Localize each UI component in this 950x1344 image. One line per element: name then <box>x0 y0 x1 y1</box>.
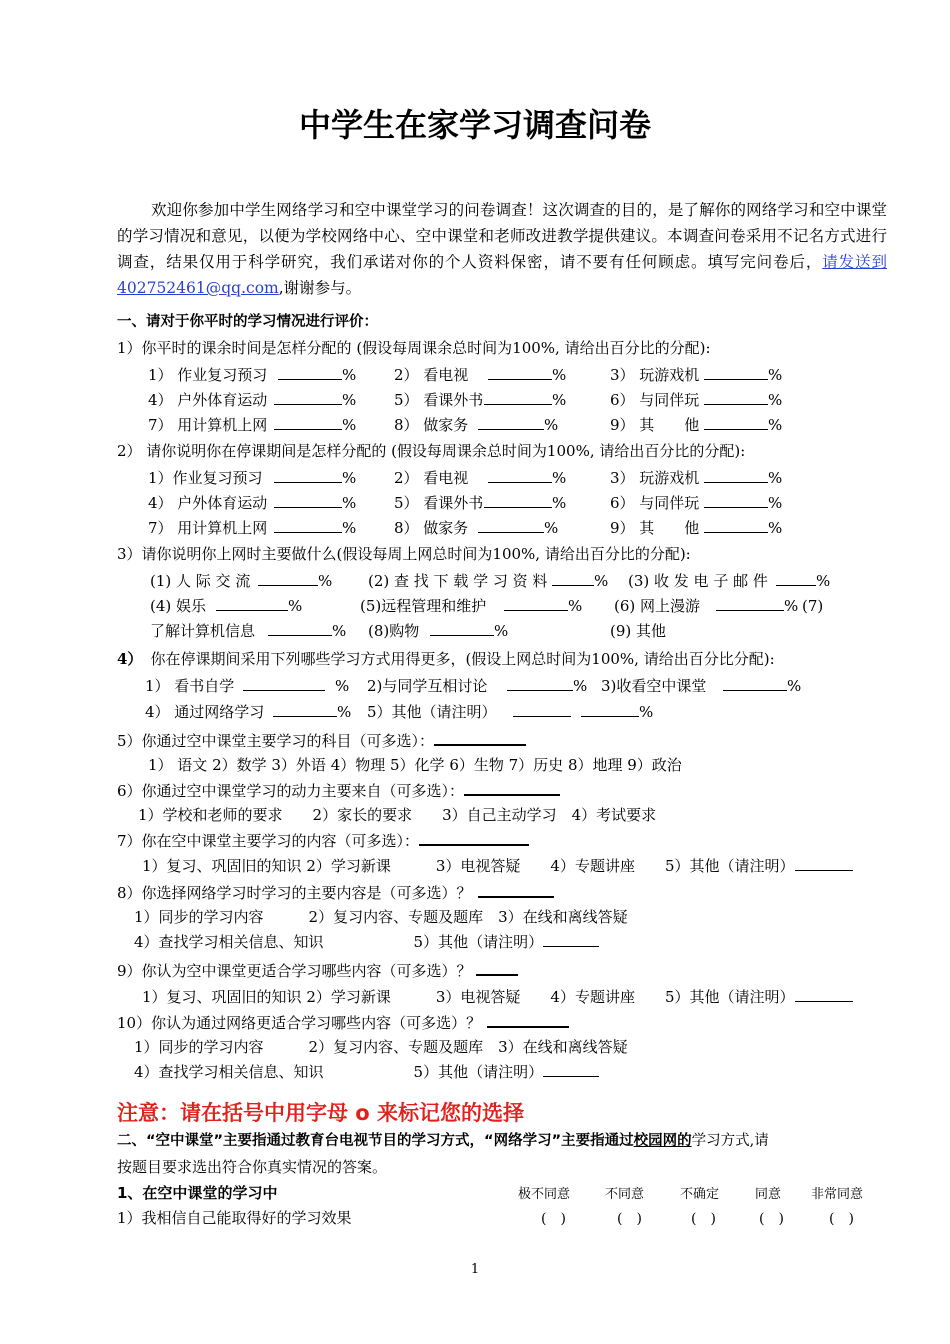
q6-options: 1）学校和老师的要求 2）家长的要求 3）自己主动学习 4）考试要求 <box>138 806 657 824</box>
section2-question1: 1）我相信自己能取得好的学习效果 <box>117 1209 352 1227</box>
page-title: 中学生在家学习调查问卷 <box>298 106 651 144</box>
choice-strongly-agree[interactable]: ( ) <box>829 1211 854 1227</box>
q2-text: 2） 请你说明你在停课期间是怎样分配的 (假设每周课余总时间为100%, 请给出百分比的分配): <box>117 442 746 460</box>
q5-options: 1） 语文 2）数学 3）外语 4）物理 5）化学 6）生物 7）历史 8）地理 9）政治 <box>148 756 682 774</box>
q3-text: 3）请你说明你上网时主要做什么(假设每周上网总时间为100%, 请给出百分比的分配): <box>117 545 691 563</box>
email-link[interactable]: 请发送到402752461@qq.com <box>117 253 887 297</box>
q8-text: 8）你选择网络学习时学习的主要内容是（可多选）？ <box>117 882 554 903</box>
q10-options1: 1）同步的学习内容 2）复习内容、专题及题库 3）在线和离线答疑 <box>134 1038 628 1056</box>
q1-text: 1）你平时的课余时间是怎样分配的 (假设每周课余总时间为100%, 请给出百分比的分配): <box>117 339 711 357</box>
scale-strongly-agree: 非常同意 <box>811 1187 864 1202</box>
choice-agree[interactable]: ( ) <box>759 1211 784 1227</box>
q8-options2: 4）查找学习相关信息、知识 5）其他（请注明） <box>134 932 599 952</box>
scale-disagree: 不同意 <box>605 1187 645 1202</box>
section2-heading-line2: 按题目要求选出符合你真实情况的答案。 <box>117 1158 388 1176</box>
q5-text: 5）你通过空中课堂主要学习的科目（可多选）： <box>117 730 526 751</box>
intro-paragraph <box>117 197 887 301</box>
q6-text: 6）你通过空中课堂学习的动力主要来自（可多选）： <box>117 780 560 801</box>
q7-options: 1）复习、巩固旧的知识 2）学习新课 3）电视答疑 4）专题讲座 5）其他（请注明） <box>142 856 853 876</box>
q7-text: 7）你在空中课堂主要学习的内容（可多选）： <box>117 830 529 851</box>
page-number: 1 <box>470 1262 480 1277</box>
q9-options: 1）复习、巩固旧的知识 2）学习新课 3）电视答疑 4）专题讲座 5）其他（请注明） <box>142 987 853 1007</box>
choice-strongly-disagree[interactable]: ( ) <box>541 1211 566 1227</box>
q8-options1: 1）同步的学习内容 2）复习内容、专题及题库 3）在线和离线答疑 <box>134 908 628 926</box>
section1-heading: 一、请对于你平时的学习情况进行评价： <box>117 314 378 330</box>
section2-heading: 二、“空中课堂”主要指通过教育台电视节目的学习方式，“网络学习”主要指通过校园网的学习方式,请 <box>117 1133 769 1149</box>
section2-subheading: 1、在空中课堂的学习中 <box>117 1184 278 1202</box>
choice-uncertain[interactable]: ( ) <box>691 1211 716 1227</box>
scale-uncertain: 不确定 <box>680 1187 720 1202</box>
q10-text: 10）你认为通过网络更适合学习哪些内容（可多选）？ <box>117 1012 569 1033</box>
intro-text-end: ,谢谢参与。 <box>278 279 362 297</box>
intro-text: 欢迎你参加中学生网络学习和空中课堂学习的问卷调查！这次调查的目的，是了解你的网络学习和空中课堂的学习情况和意见，以便为学校网络中心、空中课堂和老师改进教学提供建议。本调查问卷采用不记名方式进行调查，结果仅用于科学研究，我们承诺对你的个人资料保密，请不要有任何顾虑。填写完问卷后， <box>117 201 887 271</box>
q4-text: 4） 你在停课期间采用下列哪些学习方式用得更多，(假设上网总时间为100%, 请给出百分比分配): <box>117 650 775 668</box>
scale-strongly-disagree: 极不同意 <box>518 1187 571 1202</box>
choice-disagree[interactable]: ( ) <box>617 1211 642 1227</box>
q9-text: 9）你认为空中课堂更适合学习哪些内容（可多选）？ <box>117 960 518 981</box>
q10-options2: 4）查找学习相关信息、知识 5）其他（请注明） <box>134 1062 599 1082</box>
notice-text: 注意：请在括号中用字母 o 来标记您的选择 <box>117 1101 525 1125</box>
scale-agree: 同意 <box>755 1187 782 1202</box>
